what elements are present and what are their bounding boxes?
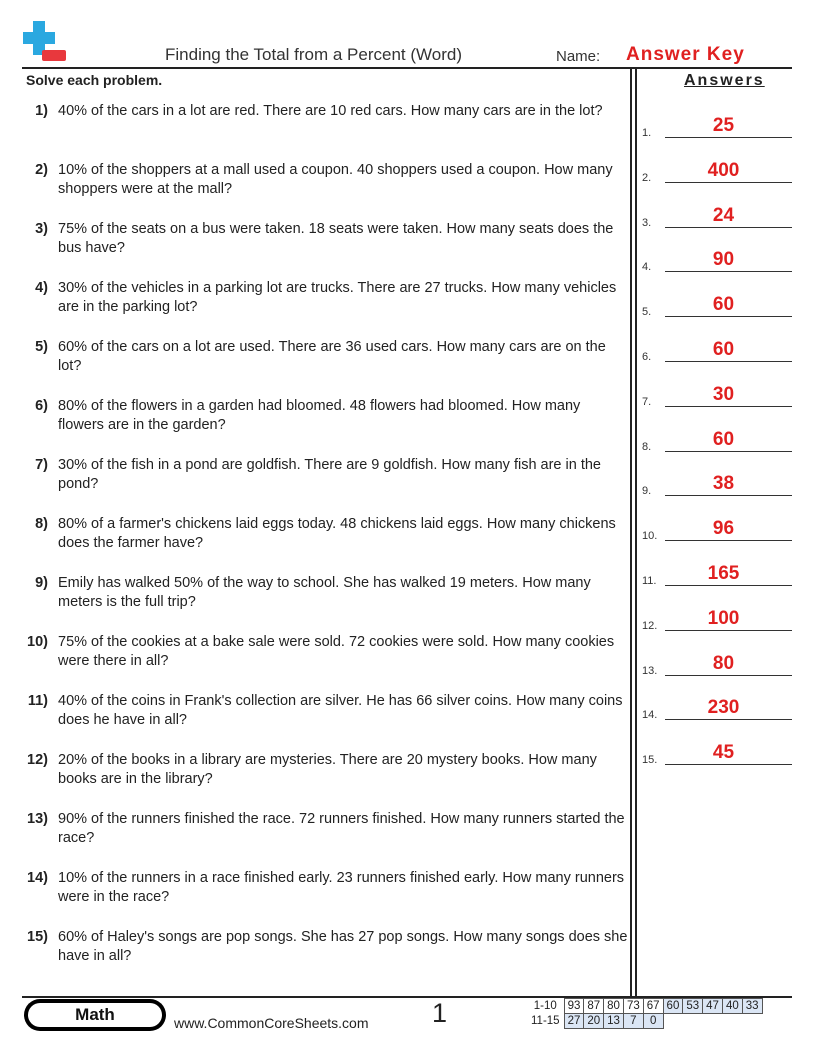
answer-blank-line [665,316,792,317]
answer-blank-line [665,361,792,362]
answer-row [640,339,792,363]
answer-blank-line [665,137,792,138]
problem-text: 30% of the vehicles in a parking lot are trucks. There are 27 trucks. How many vehicles are in the parking lot? [58,280,617,315]
column-divider-left [630,68,632,996]
problem-text: 80% of a farmer's chickens laid eggs today. 48 chickens laid eggs. How many chickens does the farmer have? [58,516,616,551]
score-cell: 7 [623,1014,643,1029]
answer-row [640,429,792,453]
answer-row [640,115,792,139]
answer-row [640,563,792,587]
problem-number: 13) [27,811,48,827]
problem-text: 10% of the runners in a race finished early. 23 runners finished early. How many runners were in the race? [58,870,625,905]
column-divider-right [635,68,637,996]
score-cell: 93 [564,999,584,1014]
answer-number: 12. [642,619,658,632]
worksheet-title: Finding the Total from a Percent (Word) [165,45,463,64]
answer-row [640,205,792,229]
score-row [528,1014,762,1029]
problem-number: 5) [35,339,48,355]
problem-text: 30% of the fish in a pond are goldfish. There are 9 goldfish. How many fish are in the pond? [58,457,601,492]
answer-number: 8. [642,440,652,453]
answer-row [640,518,792,542]
answer-row [640,608,792,632]
answer-blank-line [665,764,792,765]
score-cell: 0 [643,1014,663,1029]
problem-number: 9) [35,575,48,591]
answer-number: 14. [642,709,658,722]
plus-minus-logo-icon [22,19,66,63]
answer-blank-line [665,451,792,452]
problem-text: 60% of Haley's songs are pop songs. She has 27 pop songs. How many songs does she have in all? [58,929,628,964]
answer-blank-line [665,719,792,720]
score-cell: 53 [683,999,703,1014]
score-cell: 73 [623,999,643,1014]
problem-text: Emily has walked 50% of the way to school. She has walked 19 meters. How many meters is the full trip? [58,575,591,610]
problem-text: 90% of the runners finished the race. 72 runners finished. How many runners started the race? [58,811,625,846]
problem-number: 10) [27,634,48,650]
answer-row [640,653,792,677]
score-row-label: 1-10 [533,1000,557,1012]
problem-number: 14) [27,870,48,886]
answer-blank-line [665,675,792,676]
score-row-label: 11-15 [531,1015,560,1027]
score-cell: 13 [604,1014,624,1029]
subject-label: Math [28,1003,162,1027]
problem-text: 80% of the flowers in a garden had bloomed. 48 flowers had bloomed. How many flowers are in the garden? [58,398,581,433]
answer-number: 13. [642,664,658,677]
answer-number: 6. [642,351,652,363]
answer-value: 24 [712,204,735,226]
answer-row [640,294,792,318]
score-cell: 67 [643,999,663,1014]
answer-key-label: Answer Key [626,44,745,65]
problem-number: 8) [35,516,48,532]
answers-heading: Answers [684,72,765,89]
score-cell: 87 [584,999,604,1014]
answer-blank-line [665,182,792,183]
answer-number: 5. [642,306,652,319]
score-cell: 80 [604,999,624,1014]
answer-value: 38 [712,473,735,495]
answer-value: 80 [712,652,735,674]
answer-blank-line [665,540,792,541]
problem-text: 75% of the seats on a bus were taken. 18 seats were taken. How many seats does the bus have? [58,221,614,256]
score-cell: 60 [663,999,683,1014]
answer-row [640,249,792,273]
problem-number: 12) [27,752,48,768]
answer-blank-line [665,406,792,407]
subject-badge [24,999,166,1031]
answer-blank-line [665,227,792,228]
problem-text: 40% of the coins in Frank's collection are silver. He has 66 silver coins. How many coins does he have in all? [58,693,623,728]
answer-value: 400 [707,159,740,181]
problem-text: 60% of the cars on a lot are used. There are 36 used cars. How many cars are on the lot? [58,339,606,374]
problem-number: 2) [35,162,48,178]
answer-row [640,742,792,766]
score-cell: 40 [722,999,742,1014]
answer-number: 9. [642,485,652,498]
score-cell: 33 [742,999,762,1014]
problem-text: 20% of the books in a library are mysteries. There are 20 mystery books. How many books are in the library? [58,752,597,787]
answer-value: 90 [712,249,735,271]
problem-number: 1) [35,103,48,119]
answer-value: 165 [707,563,740,584]
problem-number: 4) [35,280,48,296]
answer-blank-line [665,271,792,272]
problem-number: 3) [35,221,48,237]
answer-blank-line [665,585,792,586]
score-cell: 20 [584,1014,604,1029]
answer-number: 11. [642,575,657,587]
name-label: Name: [556,48,601,65]
answer-value: 45 [712,742,735,764]
instructions: Solve each problem. [26,72,163,88]
answer-blank-line [665,630,792,631]
problem-number: 6) [35,398,48,414]
answer-value: 96 [712,518,735,540]
problem-number: 11) [27,693,48,709]
answer-row [640,473,792,497]
score-cell: 47 [703,999,723,1014]
score-cell: 27 [564,1014,584,1029]
answer-row [640,697,792,721]
problem-text: 10% of the shoppers at a mall used a coupon. 40 shoppers used a coupon. How many shoppers were at the mall? [58,162,613,197]
score-table [528,998,763,1029]
answer-number: 4. [642,261,652,274]
answer-value: 30 [712,383,735,405]
answer-value: 60 [712,294,735,316]
problem-text: 75% of the cookies at a bake sale were sold. 72 cookies were sold. How many cookies were there in all? [58,634,615,669]
answer-number: 2. [642,171,652,184]
answer-number: 3. [642,216,652,229]
problem-number: 7) [35,457,48,473]
problem-text: 40% of the cars in a lot are red. There are 10 red cars. How many cars are in the lot? [58,103,603,119]
answer-row [640,384,792,408]
answer-value: 230 [707,697,740,719]
website-link[interactable]: www.CommonCoreSheets.com [174,1015,369,1031]
answer-value: 100 [707,607,740,629]
answer-number: 15. [642,754,658,767]
answer-value: 25 [712,115,735,136]
answer-value: 60 [712,339,735,360]
header-divider [22,67,792,69]
score-row [528,999,762,1014]
answer-number: 10. [642,530,658,543]
problem-number: 15) [27,929,48,945]
answer-blank-line [665,495,792,496]
answer-row [640,160,792,184]
page-number: 1 [432,998,448,1028]
answer-number: 1. [642,127,652,139]
answer-number: 7. [642,395,652,408]
answer-value: 60 [712,428,735,450]
